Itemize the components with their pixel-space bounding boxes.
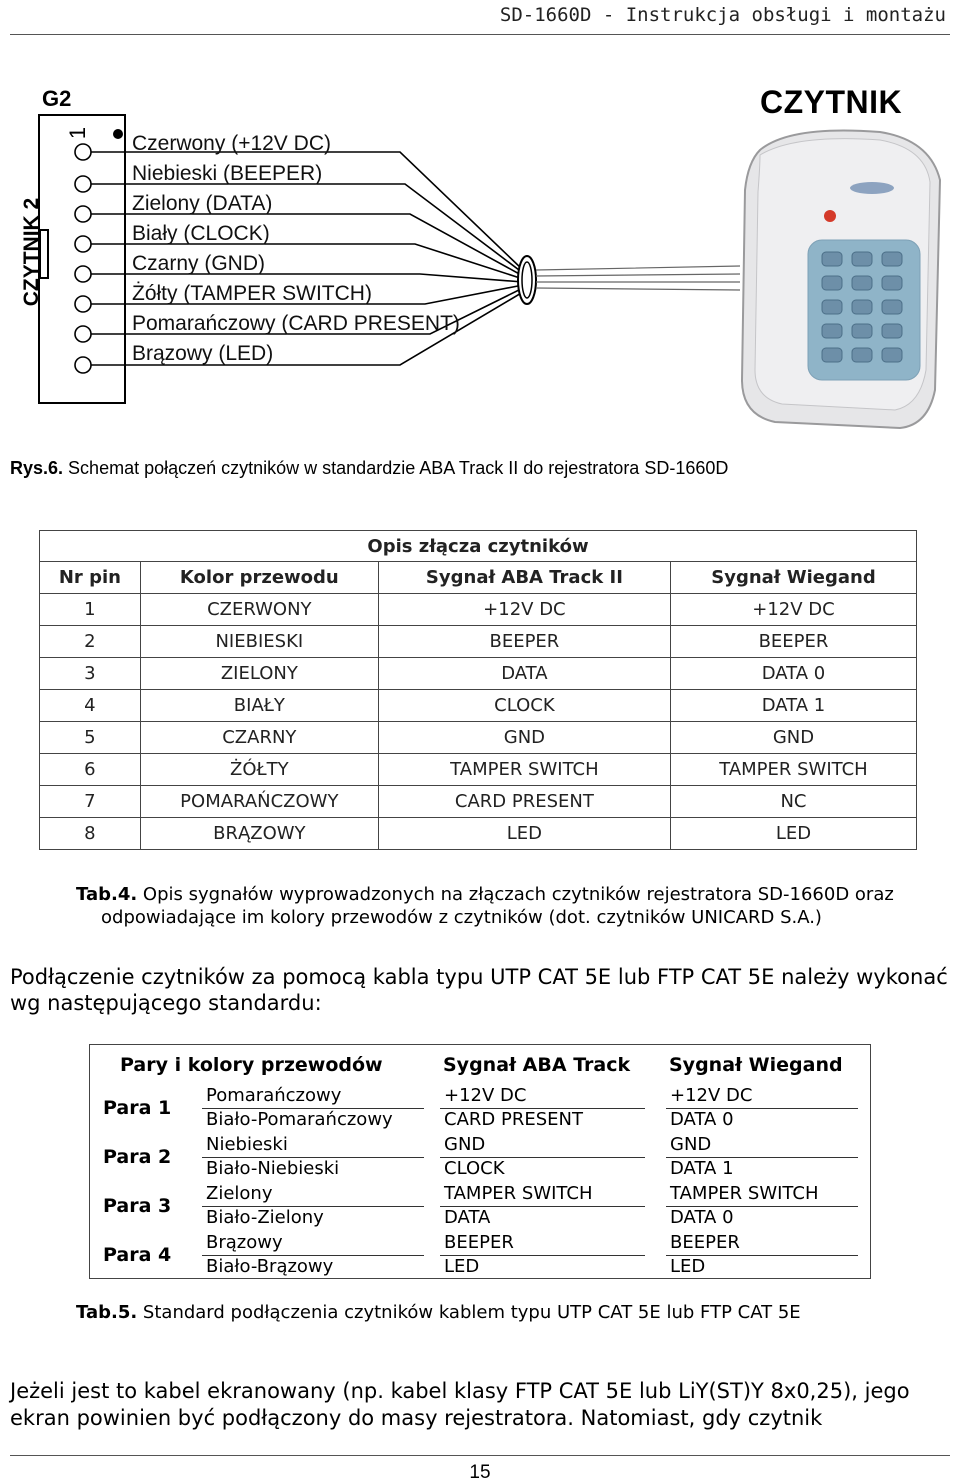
table-row (40, 722, 917, 754)
table-cell: GND (670, 1134, 712, 1155)
table-cell: GND (378, 722, 670, 754)
table-cell: 3 (40, 658, 141, 690)
column-header: Sygnał Wiegand (670, 562, 916, 594)
header-divider (10, 34, 950, 35)
table-cell: LED (670, 818, 916, 850)
reader-title: CZYTNIK (760, 84, 903, 120)
table-cell: Biało-Zielony (206, 1207, 324, 1228)
pair-label: Para 3 (103, 1195, 172, 1217)
table-row (40, 658, 917, 690)
connector-label: G2 (42, 86, 72, 111)
page-number: 15 (469, 1462, 491, 1483)
table-cell: DATA 0 (670, 658, 916, 690)
table-cell: 1 (40, 594, 141, 626)
table-cell: POMARAŃCZOWY (140, 786, 378, 818)
table-row (40, 818, 917, 850)
table-cell: DATA (444, 1207, 491, 1228)
column-header: Sygnał ABA Track (443, 1054, 631, 1076)
pin-one-marker: 1 (65, 126, 91, 140)
table-cell: BEEPER (670, 626, 916, 658)
table-cell: BRĄZOWY (140, 818, 378, 850)
cable-pair-table (89, 1044, 871, 1279)
wire-label: Czerwony (+12V DC) (132, 132, 331, 155)
side-label: CZYTNIK 2 (20, 197, 43, 307)
table-cell: Pomarańczowy (206, 1085, 342, 1106)
pair-label: Para 1 (103, 1097, 172, 1119)
table-cell: 5 (40, 722, 141, 754)
table-cell: 6 (40, 754, 141, 786)
table-cell: DATA 1 (670, 690, 916, 722)
table4-caption-line1: Opis sygnałów wyprowadzonych na złączach czytników rejestratora SD-1660D oraz (137, 884, 894, 905)
table-cell: Zielony (206, 1183, 273, 1204)
table-cell: +12V DC (444, 1085, 527, 1106)
table-cell: DATA (378, 658, 670, 690)
table4-caption-label: Tab.4. (76, 884, 138, 905)
table-cell: 8 (40, 818, 141, 850)
paragraph-cable-standard: Podłączenie czytników za pomocą kabla typu UTP CAT 5E lub FTP CAT 5E należy wykonać wg następującego standardu: (10, 965, 948, 1015)
table-cell: TAMPER SWITCH (670, 1183, 819, 1204)
table-cell: CZARNY (140, 722, 378, 754)
connector-pin-icon (75, 129, 123, 373)
table5-caption-text: Standard podłączenia czytników kablem typu UTP CAT 5E lub FTP CAT 5E (137, 1302, 801, 1323)
table-title: Opis złącza czytników (40, 531, 917, 562)
table-cell: ŻÓŁTY (140, 754, 378, 786)
table-cell: CLOCK (444, 1158, 505, 1179)
table-cell: TAMPER SWITCH (670, 754, 916, 786)
table5-caption (76, 1302, 801, 1323)
table-cell: GND (670, 722, 916, 754)
table-cell: DATA 1 (670, 1158, 734, 1179)
wire-label: Biały (CLOCK) (132, 222, 270, 245)
table-row (40, 690, 917, 722)
table-cell: LED (670, 1256, 706, 1277)
table-cell: Biało-Niebieski (206, 1158, 340, 1179)
figure-caption (10, 458, 728, 479)
table-cell: DATA 0 (670, 1207, 734, 1228)
table5-caption-label: Tab.5. (76, 1302, 138, 1323)
wire-label: Brązowy (LED) (132, 342, 274, 365)
table-cell: Brązowy (206, 1232, 283, 1253)
table-cell: BEEPER (378, 626, 670, 658)
table-cell: NC (670, 786, 916, 818)
column-header: Kolor przewodu (140, 562, 378, 594)
table-cell: +12V DC (670, 594, 916, 626)
wiring-diagram (0, 70, 960, 450)
reader-connector-table (39, 530, 917, 850)
table-row (40, 626, 917, 658)
wire-label: Czarny (GND) (132, 252, 266, 275)
figure-caption-text: Schemat połączeń czytników w standardzie ABA Track II do rejestratora SD-1660D (63, 458, 729, 478)
table-cell: 2 (40, 626, 141, 658)
table-cell: CZERWONY (140, 594, 378, 626)
table-cell: ZIELONY (140, 658, 378, 690)
connector-notch (40, 230, 48, 278)
wire-label: Zielony (DATA) (132, 192, 273, 215)
pair-label: Para 4 (103, 1244, 172, 1266)
column-header: Nr pin (40, 562, 141, 594)
wire-label: Pomarańczowy (CARD PRESENT) (132, 312, 460, 335)
reader-device-icon (742, 130, 940, 428)
table-cell: +12V DC (378, 594, 670, 626)
table-cell: CARD PRESENT (444, 1109, 583, 1130)
cable-bundle-icon (518, 256, 740, 304)
table-cell: LED (378, 818, 670, 850)
table-cell: NIEBIESKI (140, 626, 378, 658)
table-cell: LED (444, 1256, 480, 1277)
table-cell: CLOCK (378, 690, 670, 722)
figure-caption-label: Rys.6. (10, 458, 64, 478)
table-cell: GND (444, 1134, 486, 1155)
table4-caption-line2: odpowiadające im kolory przewodów z czytników (dot. czytników UNICARD S.A.) (101, 907, 822, 928)
wire-label: Niebieski (BEEPER) (132, 162, 323, 185)
column-header: Sygnał Wiegand (669, 1054, 843, 1076)
table-row (40, 594, 917, 626)
table-row (40, 786, 917, 818)
table-cell: Biało-Brązowy (206, 1256, 334, 1277)
table-cell: DATA 0 (670, 1109, 734, 1130)
wire-label: Żółty (TAMPER SWITCH) (132, 282, 372, 305)
column-header: Pary i kolory przewodów (120, 1054, 383, 1076)
table-cell: TAMPER SWITCH (378, 754, 670, 786)
table-cell: Niebieski (206, 1134, 288, 1155)
table-cell: Biało-Pomarańczowy (206, 1109, 393, 1130)
page-header: SD-1660D - Instrukcja obsługi i montażu (499, 4, 946, 26)
table4-caption (76, 883, 946, 929)
footer-divider (10, 1455, 950, 1456)
table-cell: TAMPER SWITCH (444, 1183, 593, 1204)
column-header: Sygnał ABA Track II (378, 562, 670, 594)
table-cell: CARD PRESENT (378, 786, 670, 818)
pair-label: Para 2 (103, 1146, 172, 1168)
table-cell: 7 (40, 786, 141, 818)
table-cell: BIAŁY (140, 690, 378, 722)
table-row (40, 754, 917, 786)
paragraph-shielded-cable: Jeżeli jest to kabel ekranowany (np. kabel klasy FTP CAT 5E lub LiY(ST)Y 8x0,25), jego ekran powinien być podłączony do masy rejestratora. Natomiast, gdy czytnik (10, 1379, 910, 1430)
table-cell: 4 (40, 690, 141, 722)
table-cell: +12V DC (670, 1085, 753, 1106)
table-cell: BEEPER (444, 1232, 514, 1253)
table-cell: BEEPER (670, 1232, 740, 1253)
